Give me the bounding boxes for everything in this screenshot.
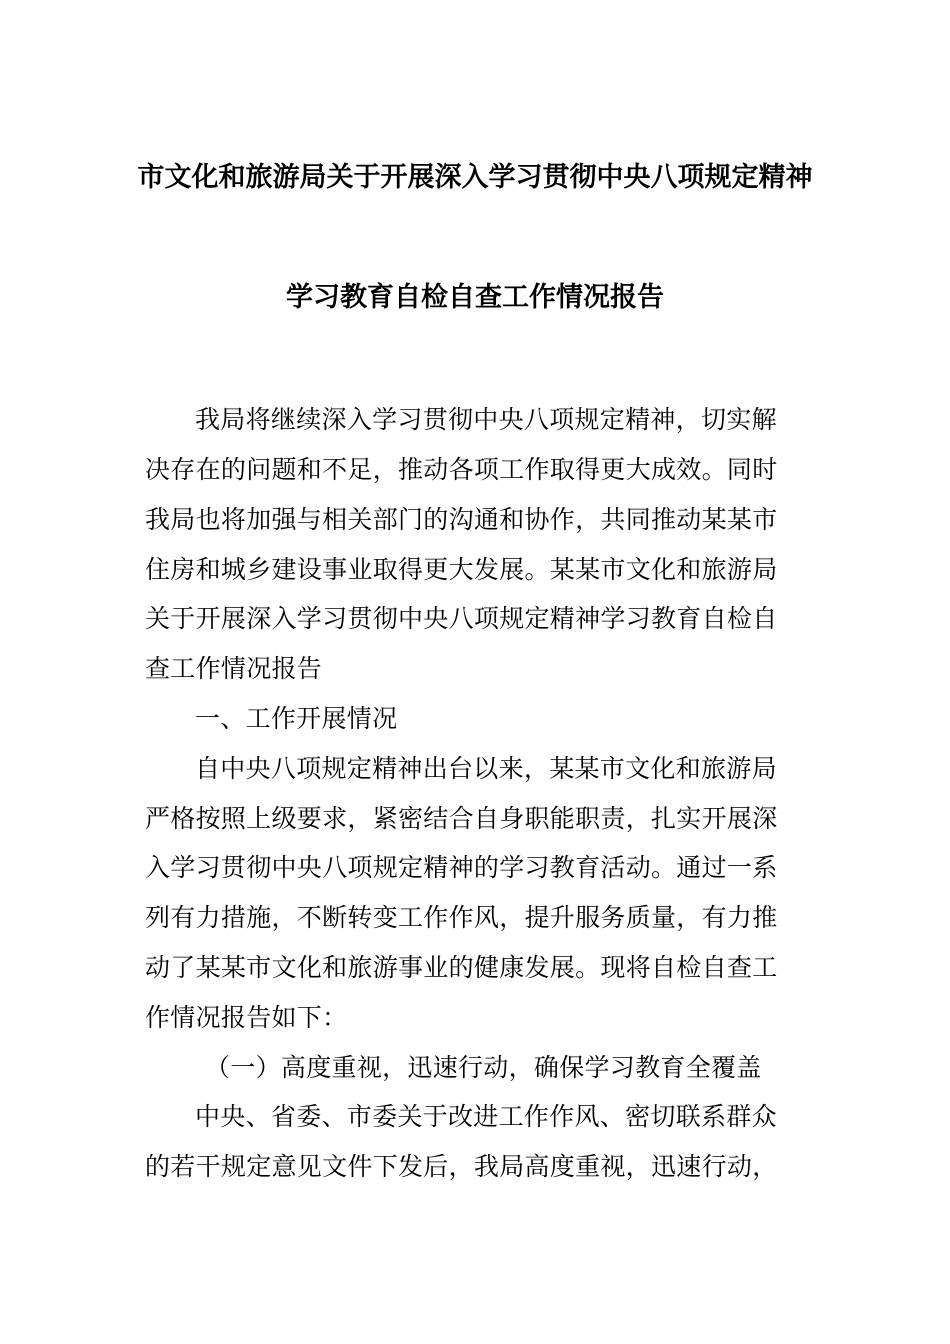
- paragraph-line: 自中央八项规定精神出台以来，某某市文化和旅游局: [195, 754, 777, 783]
- subsection-heading: （一）高度重视，迅速行动，确保学习教育全覆盖: [205, 1053, 762, 1082]
- section-heading: 一、工作开展情况: [195, 704, 398, 733]
- document-title-line-2: 学习教育自检自查工作情况报告: [286, 282, 664, 313]
- paragraph-line: 中央、省委、市委关于改进工作作风、密切联系群众: [195, 1102, 777, 1131]
- paragraph-line: 查工作情况报告: [145, 654, 323, 683]
- paragraph-line: 作情况报告如下：: [145, 1003, 348, 1032]
- paragraph-line: 决存在的问题和不足，推动各项工作取得更大成效。同时: [145, 455, 778, 484]
- document-title-line-1: 市文化和旅游局关于开展深入学习贯彻中央八项规定精神: [137, 162, 813, 193]
- paragraph-line: 列有力措施，不断转变工作作风，提升服务质量，有力推: [145, 903, 778, 932]
- paragraph-line: 入学习贯彻中央八项规定精神的学习教育活动。通过一系: [145, 853, 778, 882]
- paragraph-line: 动了某某市文化和旅游事业的健康发展。现将自检自查工: [145, 953, 778, 982]
- paragraph-line: 我局也将加强与相关部门的沟通和协作，共同推动某某市: [145, 505, 778, 534]
- paragraph-line: 我局将继续深入学习贯彻中央八项规定精神，切实解: [195, 405, 777, 434]
- paragraph-line: 关于开展深入学习贯彻中央八项规定精神学习教育自检自: [145, 604, 778, 633]
- paragraph-line: 住房和城乡建设事业取得更大发展。某某市文化和旅游局: [145, 555, 778, 584]
- paragraph-line: 严格按照上级要求，紧密结合自身职能职责，扎实开展深: [145, 804, 778, 833]
- paragraph-line: 的若干规定意见文件下发后，我局高度重视，迅速行动，: [145, 1152, 778, 1181]
